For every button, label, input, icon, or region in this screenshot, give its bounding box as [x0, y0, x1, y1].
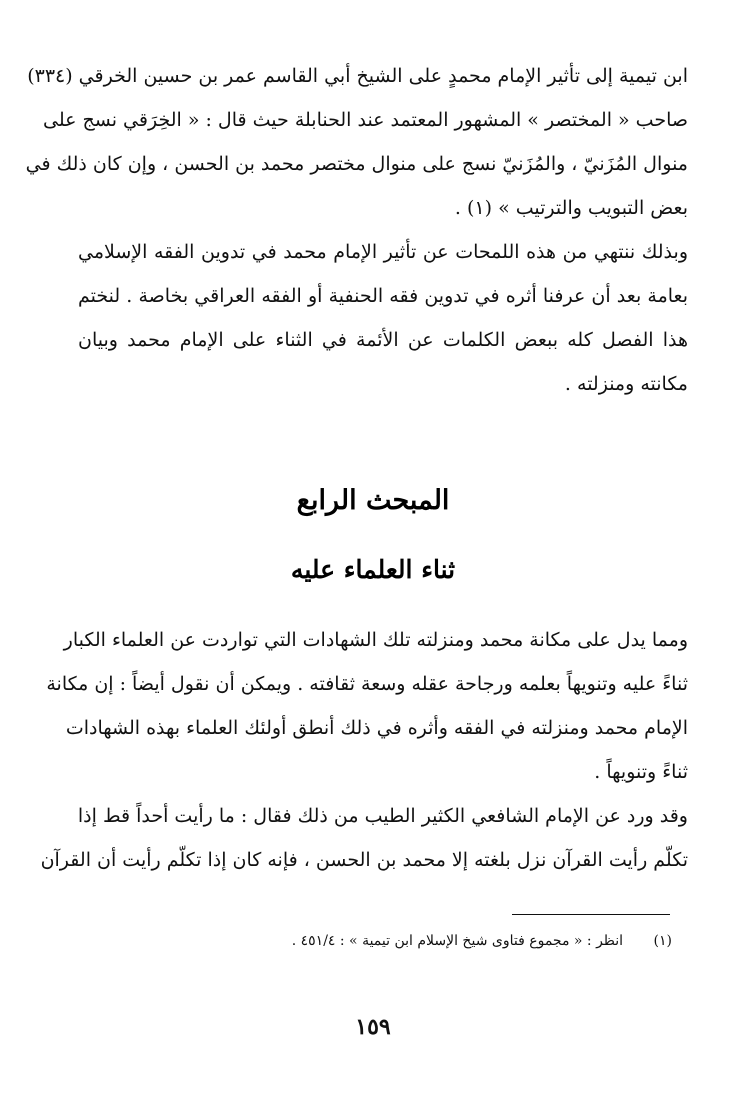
- text-line: بعامة بعد أن عرفنا أثره في تدوين فقه الحنفية أو الفقه العراقي بخاصة . لنختم: [78, 285, 688, 307]
- text-line: ابن تيمية إلى تأثير الإمام محمدٍ على الشيخ أبي القاسم عمر بن حسين الخرقي (٣٣٤): [27, 65, 688, 87]
- section-title: المبحث الرابع: [296, 485, 450, 516]
- text-line: ومما يدل على مكانة محمد ومنزلته تلك الشهادات التي تواردت عن العلماء الكبار: [63, 629, 688, 651]
- text-line: الإمام محمد ومنزلته في الفقه وأثره في ذلك أنطق أولئك العلماء بهذه الشهادات: [65, 717, 688, 739]
- paragraph-4: [40, 794, 688, 882]
- paragraph-2: [78, 230, 688, 406]
- page-number: ١٥٩: [355, 1014, 391, 1040]
- footnote-divider: [512, 914, 670, 915]
- text-line: صاحب « المختصر » المشهور المعتمد عند الحنابلة حيث قال : « الخِرَقي نسج على: [43, 109, 688, 131]
- footnote: [72, 930, 672, 952]
- text-line: هذا الفصل كله ببعض الكلمات عن الأئمة في الثناء على الإمام محمد وبيان: [78, 329, 688, 351]
- text-line: ثناءً عليه وتنويهاً بعلمه ورجاحة عقله وسعة ثقافته . ويمكن أن نقول أيضاً : إن مكانة: [46, 673, 688, 695]
- text-line: تكلّم رأيت القرآن نزل بلغته إلا محمد بن الحسن ، فإنه كان إذا تكلّم رأيت أن القرآن: [40, 849, 688, 871]
- footnote-text: انظر : « مجموع فتاوى شيخ الإسلام ابن تيمية » : ٤٥١/٤ .: [291, 933, 624, 949]
- footnote-number: (١): [653, 933, 672, 949]
- text-line: وقد ورد عن الإمام الشافعي الكثير الطيب من ذلك فقال : ما رأيت أحداً قط إذا: [77, 805, 688, 827]
- text-line: ثناءً وتنويهاً .: [594, 761, 688, 783]
- text-line: مكانته ومنزلته .: [564, 373, 688, 395]
- section-subtitle: ثناء العلماء عليه: [290, 555, 456, 584]
- paragraph-1: [25, 54, 688, 230]
- text-line: منوال المُزَنيّ ، والمُزَنيّ نسج على منوال مختصر محمد بن الحسن ، وإن كان ذلك في: [25, 153, 688, 175]
- text-line: بعض التبويب والترتيب » (١) .: [454, 197, 688, 219]
- text-line: وبذلك ننتهي من هذه اللمحات عن تأثير الإمام محمد في تدوين الفقه الإسلامي: [78, 241, 688, 263]
- paragraph-3: [46, 618, 688, 794]
